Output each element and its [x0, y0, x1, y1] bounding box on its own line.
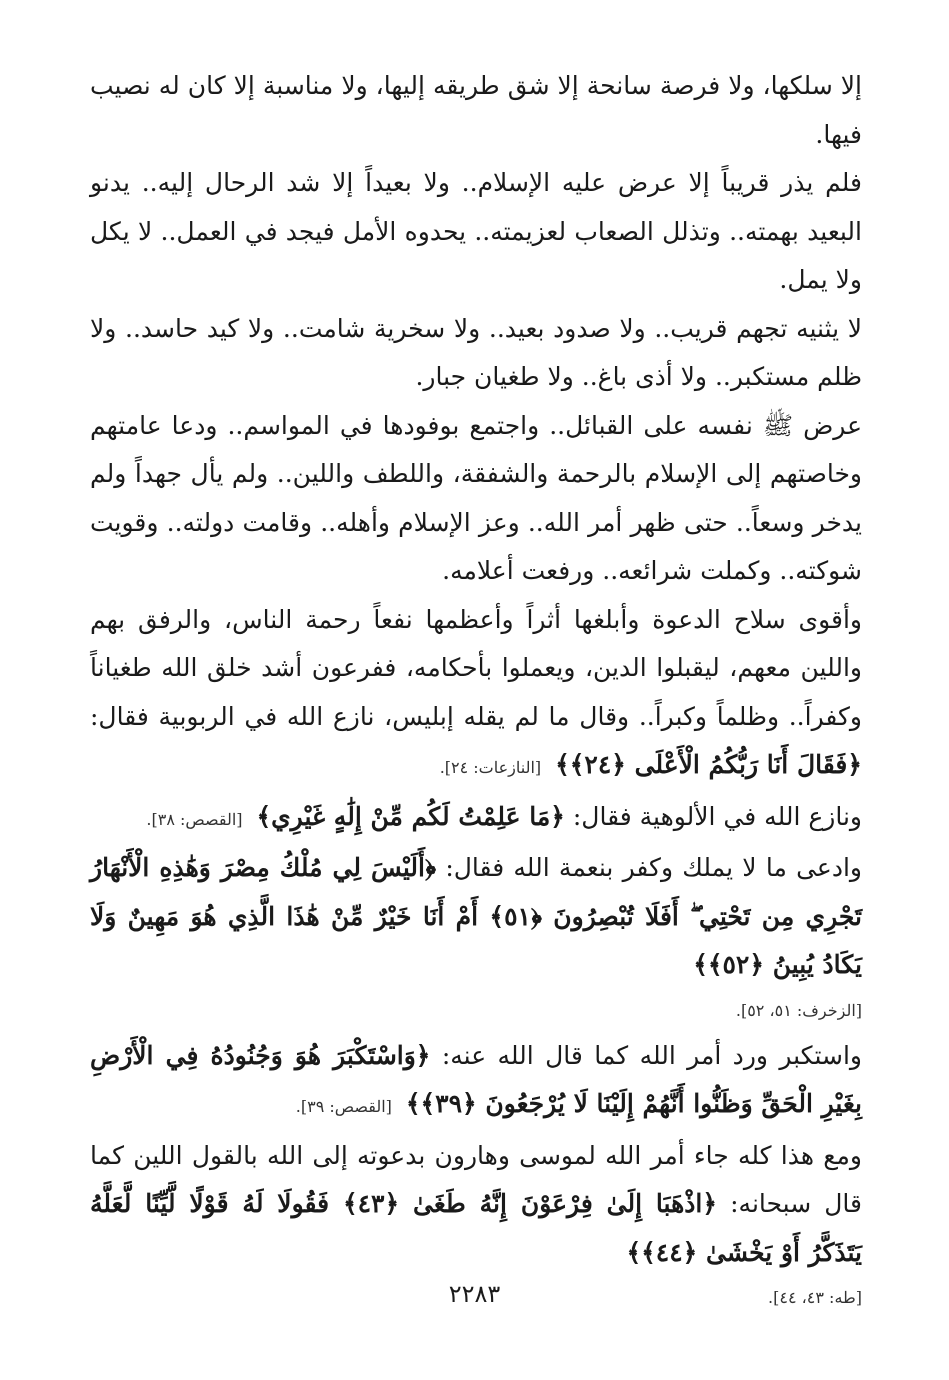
- quran-verse-naziat: ﴿فَقَالَ أَنَا رَبُّكُمُ الْأَعْلَى ﴿٢٤﴾﴾: [555, 750, 862, 779]
- paragraph-6: [90, 793, 862, 845]
- quran-verse-zukhruf: ﴿أَلَيْسَ لِي مُلْكُ مِصْرَ وَهَٰذِهِ الْأَنْهَارُ تَجْرِي مِن تَحْتِي ۖ أَفَلَا تُبْصِرُونَ ﴿٥١﴾ أَمْ أَنَا خَيْرٌ مِّنْ هَٰذَا الَّذِي هُوَ مَهِينٌ وَلَا يَكَادُ يُبِينُ ﴿٥٢﴾﴾: [90, 853, 862, 979]
- paragraph-9-text: ومع هذا كله جاء أمر الله لموسى وهارون بدعوته إلى الله بالقول اللين كما قال سبحانه:: [90, 1140, 863, 1218]
- verse-reference-naziat: [النازعات: ٢٤].: [439, 758, 542, 777]
- paragraph-7-text: وادعى ما لا يملك وكفر بنعمة الله فقال:: [445, 853, 862, 882]
- quran-verse-qasas-39: ﴿وَاسْتَكْبَرَ هُوَ وَجُنُودُهُ فِي الْأَرْضِ بِغَيْرِ الْحَقِّ وَظَنُّوا أَنَّهُمْ إِلَيْنَا لَا يُرْجَعُونَ ﴿٣٩﴾﴾: [90, 1040, 862, 1118]
- paragraph-8-text: واستكبر ورد أمر الله كما قال الله عنه:: [441, 1040, 862, 1070]
- paragraph-1: إلا سلكها، ولا فرصة سانحة إلا شق طريقه إليها، ولا مناسبة إلا كان له نصيب فيها.: [90, 71, 862, 149]
- page-number: ٢٢٨٣: [448, 1280, 501, 1308]
- verse-reference-taha: [طه: ٤٣، ٤٤].: [768, 1288, 862, 1307]
- quran-verse-taha: ﴿اذْهَبَا إِلَىٰ فِرْعَوْنَ إِنَّهُ طَغَىٰ ﴿٤٣﴾ فَقُولَا لَهُ قَوْلًا لَّيِّنًا لَّعَلَّهُ يَتَذَكَّرُ أَوْ يَخْشَىٰ ﴿٤٤﴾﴾: [90, 1189, 862, 1267]
- paragraph-2: فلم يذر قريباً إلا عرض عليه الإسلام.. ولا بعيداً إلا شد الرحال إليه.. يدنو البعيد بهمته.. وتذلل الصعاب لعزيمته.. يحدوه الأمل فيجد في العمل.. لا يكل ولا يمل.: [90, 168, 862, 294]
- paragraph-7: [90, 844, 862, 990]
- paragraph-5-text: وأقوى سلاح الدعوة وأبلغها أثراً وأعظمها نفعاً رحمة الناس، والرفق بهم واللين معهم، ليقبلوا الدين، ويعملوا بأحكامه، ففرعون أشد خلق الله طغياناً وكفراً.. وظلماً وكبراً.. وقال ما لم يقله إبليس، نازع الله في الربوبية فقال:: [90, 604, 862, 731]
- paragraph-3: لا يثنيه تجهم قريب.. ولا صدود بعيد.. ولا سخرية شامت.. ولا كيد حاسد.. ولا ظلم مستكبر.. ولا أذى باغ.. ولا طغيان جبار.: [90, 313, 862, 391]
- verse-reference-qasas-39: [القصص: ٣٩].: [295, 1097, 392, 1116]
- verse-reference-zukhruf: [الزخرف: ٥١، ٥٢].: [735, 1000, 862, 1020]
- verse-reference-qasas-38: [القصص: ٣٨].: [146, 809, 243, 829]
- paragraph-4: عرض ﷺ نفسه على القبائل.. واجتمع بوفودها في المواسم.. ودعا عامتهم وخاصتهم إلى الإسلام بالرحمة والشفقة، واللطف واللين.. ولم يأل جهداً ولم يدخر وسعاً.. حتى ظهر أمر الله.. وعز الإسلام وأهله.. وقامت دولته.. وقويت شوكته.. وكملت شرائعه.. ورفعت أعلامه.: [90, 410, 862, 585]
- paragraph-6-text: ونازع الله في الألوهية فقال:: [572, 801, 862, 831]
- paragraph-5: [90, 596, 862, 793]
- paragraph-9: [90, 1132, 862, 1278]
- paragraph-8: [90, 1032, 862, 1132]
- body-text: [90, 62, 862, 1319]
- quran-verse-qasas-38: ﴿مَا عَلِمْتُ لَكُم مِّنْ إِلَٰهٍ غَيْرِي﴾: [256, 801, 565, 831]
